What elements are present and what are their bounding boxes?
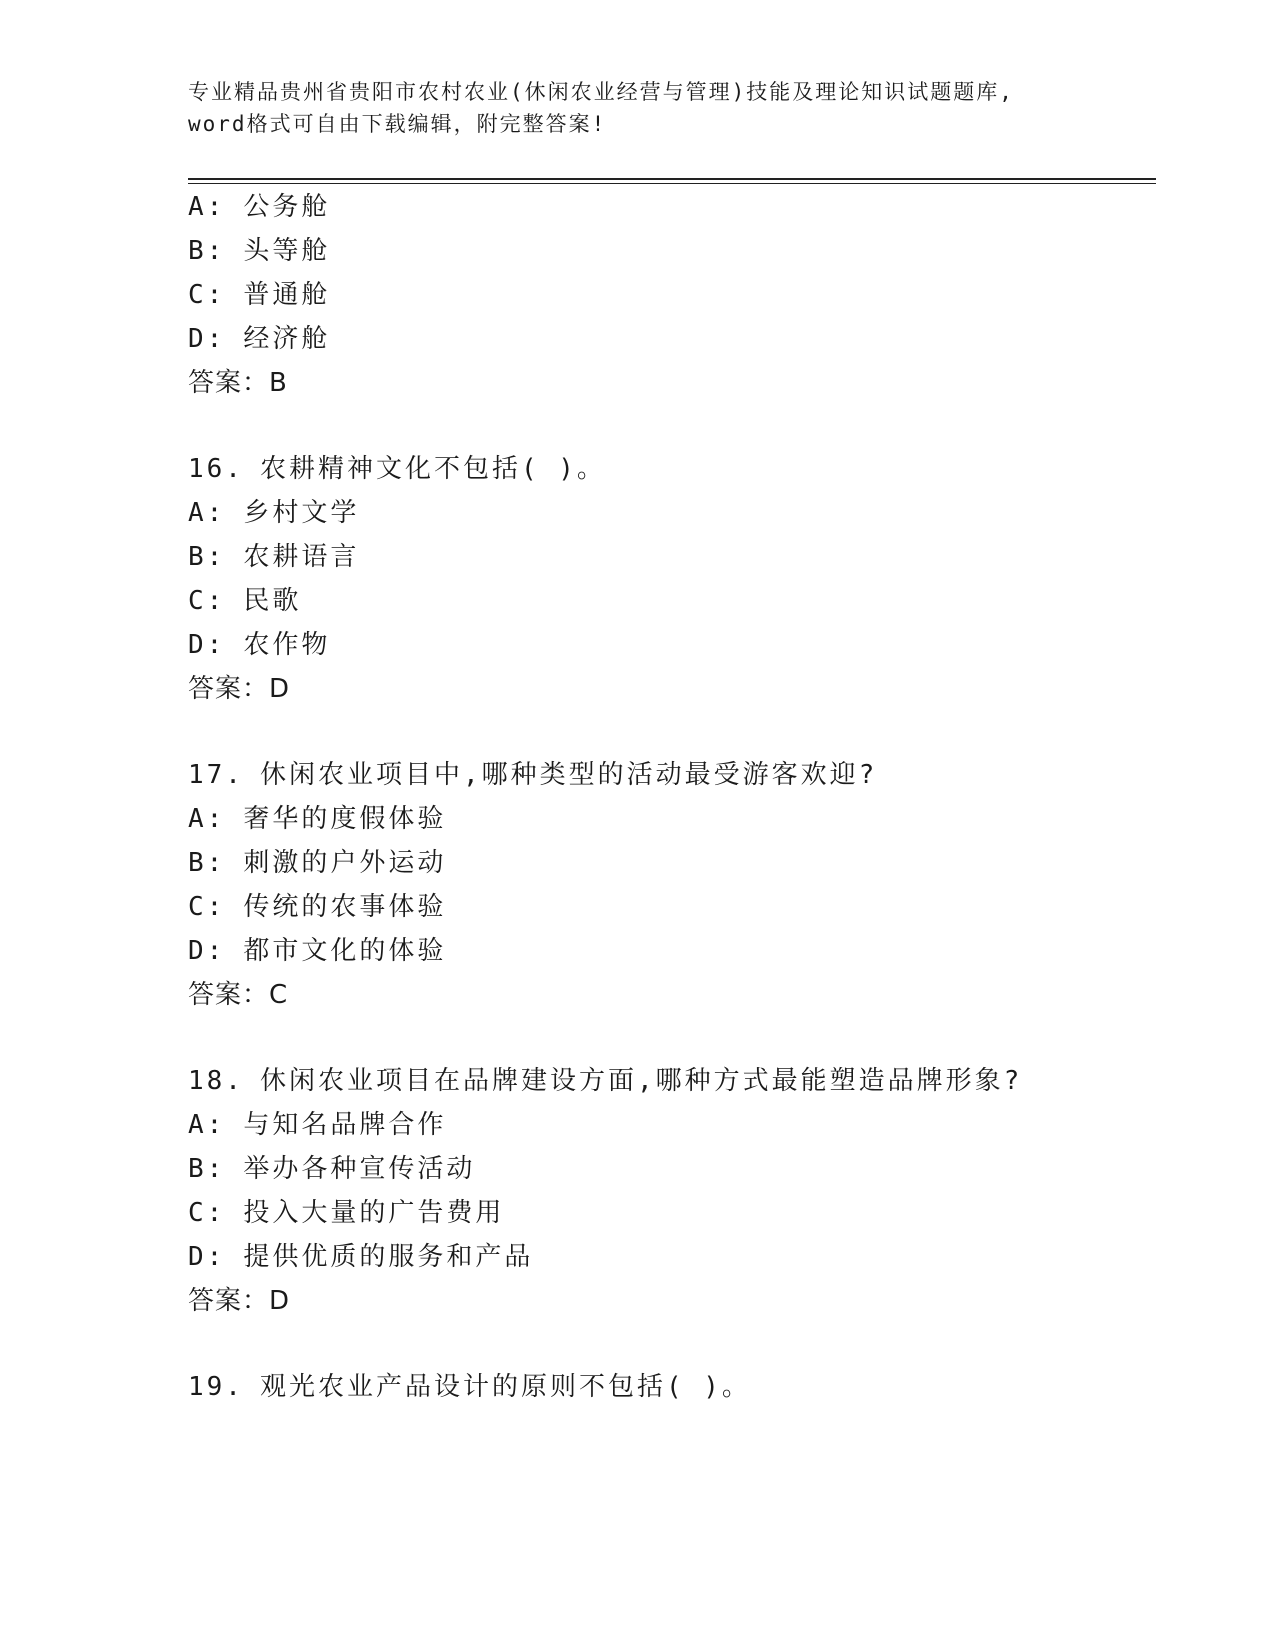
q18-option-b: B: 举办各种宣传活动 bbox=[188, 1154, 476, 1184]
q15-option-c: C: 普通舱 bbox=[188, 280, 331, 310]
q17-option-c: C: 传统的农事体验 bbox=[188, 892, 447, 922]
q16-option-c: C: 民歌 bbox=[188, 586, 302, 616]
header-line-1: 专业精品贵州省贵阳市农村农业(休闲农业经营与管理)技能及理论知识试题题库, bbox=[188, 80, 1014, 104]
q17-question: 17. 休闲农业项目中,哪种类型的活动最受游客欢迎? bbox=[188, 760, 878, 790]
header-line-2: word格式可自由下载编辑，附完整答案! bbox=[188, 112, 607, 136]
q16-answer: 答案：D bbox=[188, 674, 291, 704]
q17-option-b: B: 刺激的户外运动 bbox=[188, 848, 447, 878]
q17-option-d: D: 都市文化的体验 bbox=[188, 936, 447, 966]
q15-option-d: D: 经济舱 bbox=[188, 324, 331, 354]
q18-option-d: D: 提供优质的服务和产品 bbox=[188, 1242, 534, 1272]
q16-option-b: B: 农耕语言 bbox=[188, 542, 360, 572]
q16-question: 16. 农耕精神文化不包括( )。 bbox=[188, 454, 606, 484]
q19-question: 19. 观光农业产品设计的原则不包括( )。 bbox=[188, 1372, 751, 1402]
q17-answer: 答案：C bbox=[188, 980, 289, 1010]
q18-option-a: A:与知名品牌合作 bbox=[188, 1110, 447, 1140]
q16-option-a: A: 乡村文学 bbox=[188, 498, 360, 528]
header-divider-thin bbox=[188, 183, 1156, 184]
q18-question: 18. 休闲农业项目在品牌建设方面,哪种方式最能塑造品牌形象? bbox=[188, 1066, 1023, 1096]
document-header bbox=[188, 76, 1088, 140]
q15-answer: 答案：B bbox=[188, 368, 288, 398]
header-divider-thick bbox=[188, 178, 1156, 180]
q15-option-a: A: 公务舱 bbox=[188, 192, 331, 222]
q18-option-c: C: 投入大量的广告费用 bbox=[188, 1198, 505, 1228]
q16-option-d: D: 农作物 bbox=[188, 630, 331, 660]
q15-option-b: B: 头等舱 bbox=[188, 236, 331, 266]
q17-option-a: A: 奢华的度假体验 bbox=[188, 804, 447, 834]
q18-answer: 答案：D bbox=[188, 1286, 291, 1316]
